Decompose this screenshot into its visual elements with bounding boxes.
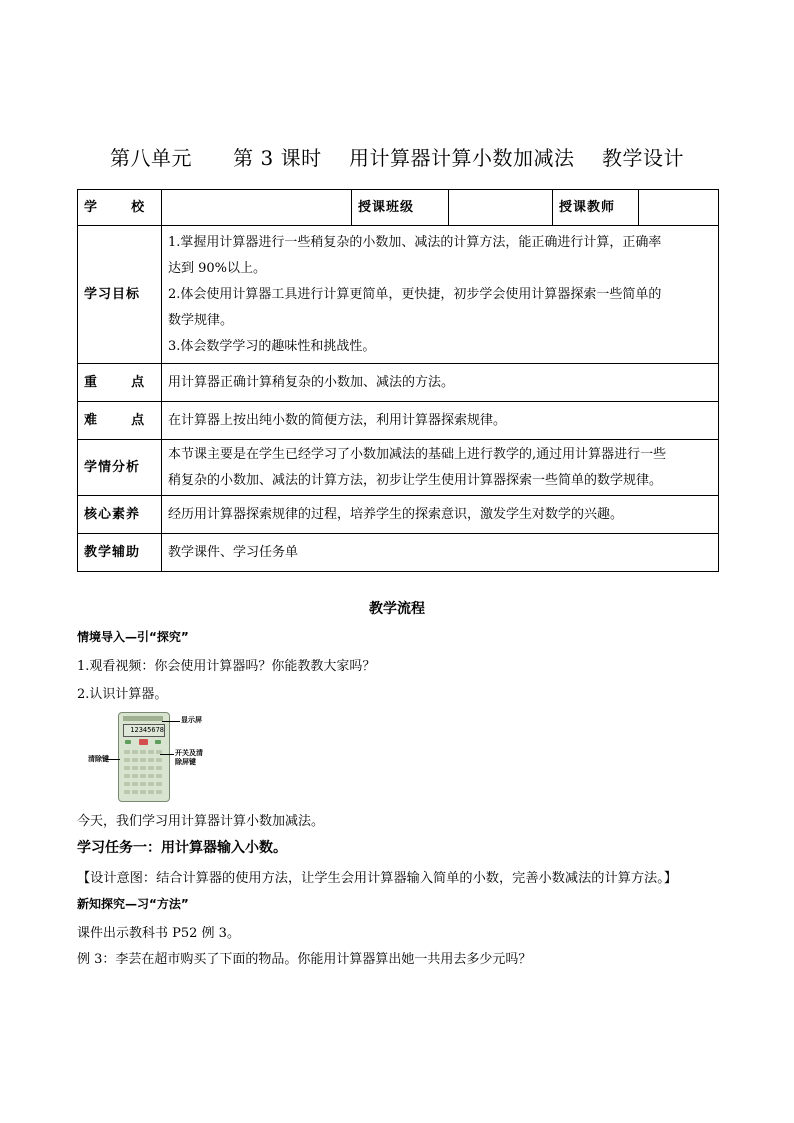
goal-line: 达到 90%以上。 — [168, 260, 267, 276]
label-display: 显示屏 — [181, 716, 202, 724]
goals-label: 学习目标 — [78, 226, 162, 364]
lesson-info-table — [77, 189, 719, 572]
key-point-label: 重 点 — [78, 364, 162, 402]
table-row-goals — [78, 226, 719, 364]
analysis-line: 本节课主要是在学生已经学习了小数加减法的基础上进行教学的,通过用计算器进行一些 — [168, 446, 667, 462]
teacher-value — [639, 190, 719, 226]
goal-line: 1.掌握用计算器进行一些稍复杂的小数加、减法的计算方法，能正确进行计算，正确率 — [168, 234, 662, 250]
teacher-label: 授课教师 — [553, 190, 639, 226]
goal-line: 3.体会数学学习的趣味性和挑战性。 — [168, 338, 376, 354]
key-point-value: 用计算器正确计算稍复杂的小数加、减法的方法。 — [162, 364, 719, 402]
table-row-analysis — [78, 440, 719, 496]
analysis-label: 学情分析 — [78, 440, 162, 496]
difficulty-label: 难 点 — [78, 402, 162, 440]
label-power-key-1: 开关及清 — [175, 749, 203, 757]
goals-cell — [162, 226, 719, 364]
school-label: 学 校 — [78, 190, 162, 226]
table-row-literacy — [78, 496, 719, 534]
table-row-key — [78, 364, 719, 402]
goal-line: 数学规律。 — [168, 312, 234, 328]
flow-title: 教学流程 — [369, 601, 425, 617]
design-intent: 【设计意图：结合计算器的使用方法，让学生会用计算器输入简单的小数，完善小数减法的计算方法。】 — [77, 871, 678, 886]
table-row-header — [78, 190, 719, 226]
intro-item-1: 1.观看视频：你会使用计算器吗？你能教教大家吗？ — [77, 659, 376, 674]
table-row-difficulty — [78, 402, 719, 440]
section-heading-intro: 情境导入—引“探究” — [77, 630, 189, 644]
courseware-text: 课件出示教科书 P52 例 3。 — [77, 926, 240, 941]
task-1-heading: 学习任务一：用计算器输入小数。 — [77, 840, 287, 856]
school-value — [162, 190, 352, 226]
section-heading-new: 新知探究—习“方法” — [77, 897, 189, 911]
class-label: 授课班级 — [352, 190, 449, 226]
literacy-value: 经历用计算器探索规律的过程，培养学生的探索意识，激发学生对数学的兴趣。 — [162, 496, 719, 534]
goal-line: 2.体会使用计算器工具进行计算更简单，更快捷，初步学会使用计算器探索一些简单的 — [168, 286, 662, 302]
calculator-figure — [88, 712, 218, 802]
example-3-text: 例 3：李芸在超市购买了下面的物品。你能用计算器算出她一共用去多少元吗？ — [77, 952, 532, 967]
page-title: 第八单元 第 3 课时 用计算器计算小数加减法 教学设计 — [110, 146, 684, 170]
calculator-screen: 12345678 — [123, 724, 165, 737]
intro-item-2: 2.认识计算器。 — [77, 687, 168, 702]
difficulty-value: 在计算器上按出纯小数的简便方法，利用计算器探索规律。 — [162, 402, 719, 440]
today-text: 今天，我们学习用计算器计算小数加减法。 — [77, 814, 325, 829]
label-clear-key: 清除键 — [88, 755, 109, 763]
aids-label: 教学辅助 — [78, 534, 162, 572]
analysis-cell — [162, 440, 719, 496]
label-power-key-2: 除屏键 — [175, 758, 196, 766]
table-row-aids — [78, 534, 719, 572]
calculator-image — [118, 712, 170, 802]
literacy-label: 核心素养 — [78, 496, 162, 534]
class-value — [449, 190, 553, 226]
analysis-line: 稍复杂的小数加、减法的计算方法，初步让学生使用计算器探索一些简单的数学规律。 — [168, 472, 663, 488]
aids-value: 教学课件、学习任务单 — [162, 534, 719, 572]
